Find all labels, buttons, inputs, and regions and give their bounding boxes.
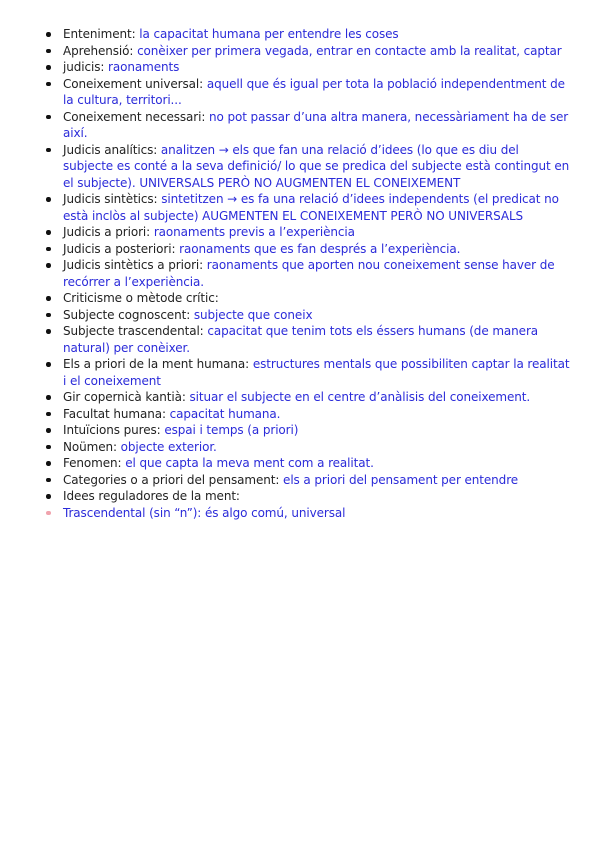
term-definition: espai i temps (a priori): [164, 423, 299, 437]
list-item: [0, 26, 572, 43]
bullet-icon: [46, 82, 51, 87]
list-item: [0, 439, 572, 456]
term-definition: situar el subjecte en el centre d’anàlisis del coneixement.: [189, 390, 531, 404]
list-item: [0, 505, 572, 522]
list-item: [0, 488, 572, 505]
term-label: Judicis analítics:: [63, 142, 161, 157]
list-item: [0, 422, 572, 439]
term-label: Judicis sintètics a priori:: [63, 258, 207, 272]
list-item: [0, 290, 572, 307]
term-label: Subjecte cognoscent:: [63, 307, 194, 322]
glossary-list: [0, 26, 572, 521]
bullet-icon: [46, 395, 51, 400]
term-label: judicis:: [63, 60, 109, 74]
list-item: [0, 76, 572, 109]
list-item: [0, 191, 572, 224]
list-item: [0, 257, 572, 290]
term-label: Coneixement necessari:: [63, 109, 210, 124]
term-definition: Trascendental (sin “n”): és algo comú, universal: [63, 505, 346, 520]
term-definition: sintetitzen → es fa una relació d’idees independents (el predicat no està inclòs al subjecte) AUGMENTEN EL CONEIXEMENT PERÒ NO UNIVERSALS: [63, 192, 559, 223]
term-definition: raonaments que es fan després a l’experiència.: [179, 241, 461, 256]
term-label: Facultat humana:: [63, 406, 170, 421]
term-definition: raonaments previs a l’experiència: [153, 225, 355, 239]
term-label: Enteniment:: [63, 27, 140, 41]
term-label: Aprehensió:: [63, 43, 138, 58]
bullet-icon: [46, 247, 51, 252]
bullet-icon: [46, 362, 51, 367]
list-item: [0, 59, 572, 76]
bullet-icon: [46, 329, 51, 334]
term-label: Noümen:: [63, 439, 121, 454]
term-label: Fenomen:: [63, 456, 126, 470]
term-label: Categories o a priori del pensament:: [63, 472, 284, 487]
bullet-icon: [46, 313, 51, 318]
term-label: Coneixement universal:: [63, 76, 207, 91]
term-label: Intuïcions pures:: [63, 423, 165, 437]
list-item: [0, 224, 572, 241]
bullet-icon: [46, 428, 51, 433]
bullet-icon: [46, 197, 51, 202]
list-item: [0, 389, 572, 406]
term-label: Gir copernicà kantià:: [63, 390, 190, 404]
term-definition: analitzen → els que fan una relació d’idees (lo que es diu del subjecte es conté a la seva definició/ lo que se predica del subjecte està contingut en el subjecte). UNIVERSALS PERÒ NO AUGMENTEN EL CONEIXEMENT: [63, 142, 570, 190]
term-label: Subjecte trascendental:: [63, 324, 208, 338]
term-label: Judicis a posteriori:: [63, 241, 180, 256]
list-item: [0, 142, 572, 192]
term-definition: subjecte que coneix: [193, 307, 313, 322]
bullet-icon: [46, 65, 51, 70]
list-item: [0, 356, 572, 389]
bullet-icon: [46, 478, 51, 483]
bullet-icon: [46, 494, 51, 499]
term-definition: raonaments: [108, 60, 180, 74]
term-label: Judicis a priori:: [63, 225, 154, 239]
term-label: Idees reguladores de la ment:: [63, 489, 240, 503]
term-definition: conèixer per primera vegada, entrar en contacte amb la realitat, captar: [137, 43, 562, 58]
list-item: [0, 241, 572, 258]
bullet-icon: [46, 412, 51, 417]
list-item: [0, 307, 572, 324]
bullet-icon: [46, 296, 51, 301]
list-item: [0, 323, 572, 356]
list-item: [0, 109, 572, 142]
bullet-icon: [46, 49, 51, 54]
term-label: Criticisme o mètode crític:: [63, 291, 219, 305]
bullet-icon: [46, 461, 51, 466]
bullet-icon: [46, 511, 51, 516]
list-item: [0, 455, 572, 472]
bullet-icon: [46, 148, 51, 153]
term-definition: capacitat humana.: [169, 406, 281, 421]
bullet-icon: [46, 445, 51, 450]
term-definition: els a priori del pensament per entendre: [283, 472, 519, 487]
term-definition: aquell que és igual per tota la població independentment de la cultura, territori...: [63, 76, 565, 107]
term-definition: estructures mentals que possibiliten captar la realitat i el coneixement: [63, 357, 570, 388]
term-label: Els a priori de la ment humana:: [63, 357, 253, 371]
term-label: Judicis sintètics:: [63, 192, 162, 206]
term-definition: el que capta la meva ment com a realitat.: [125, 456, 374, 470]
list-item: [0, 43, 572, 60]
list-item: [0, 406, 572, 423]
bullet-icon: [46, 263, 51, 268]
term-definition: objecte exterior.: [120, 439, 217, 454]
bullet-icon: [46, 230, 51, 235]
bullet-icon: [46, 32, 51, 37]
term-definition: raonaments que aporten nou coneixement sense haver de recórrer a l’experiència.: [63, 258, 555, 289]
bullet-icon: [46, 115, 51, 120]
term-definition: no pot passar d’una altra manera, necessàriament ha de ser així.: [63, 109, 569, 140]
term-definition: capacitat que tenim tots els éssers humans (de manera natural) per conèixer.: [63, 324, 539, 355]
list-item: [0, 472, 572, 489]
term-definition: la capacitat humana per entendre les coses: [139, 27, 399, 41]
